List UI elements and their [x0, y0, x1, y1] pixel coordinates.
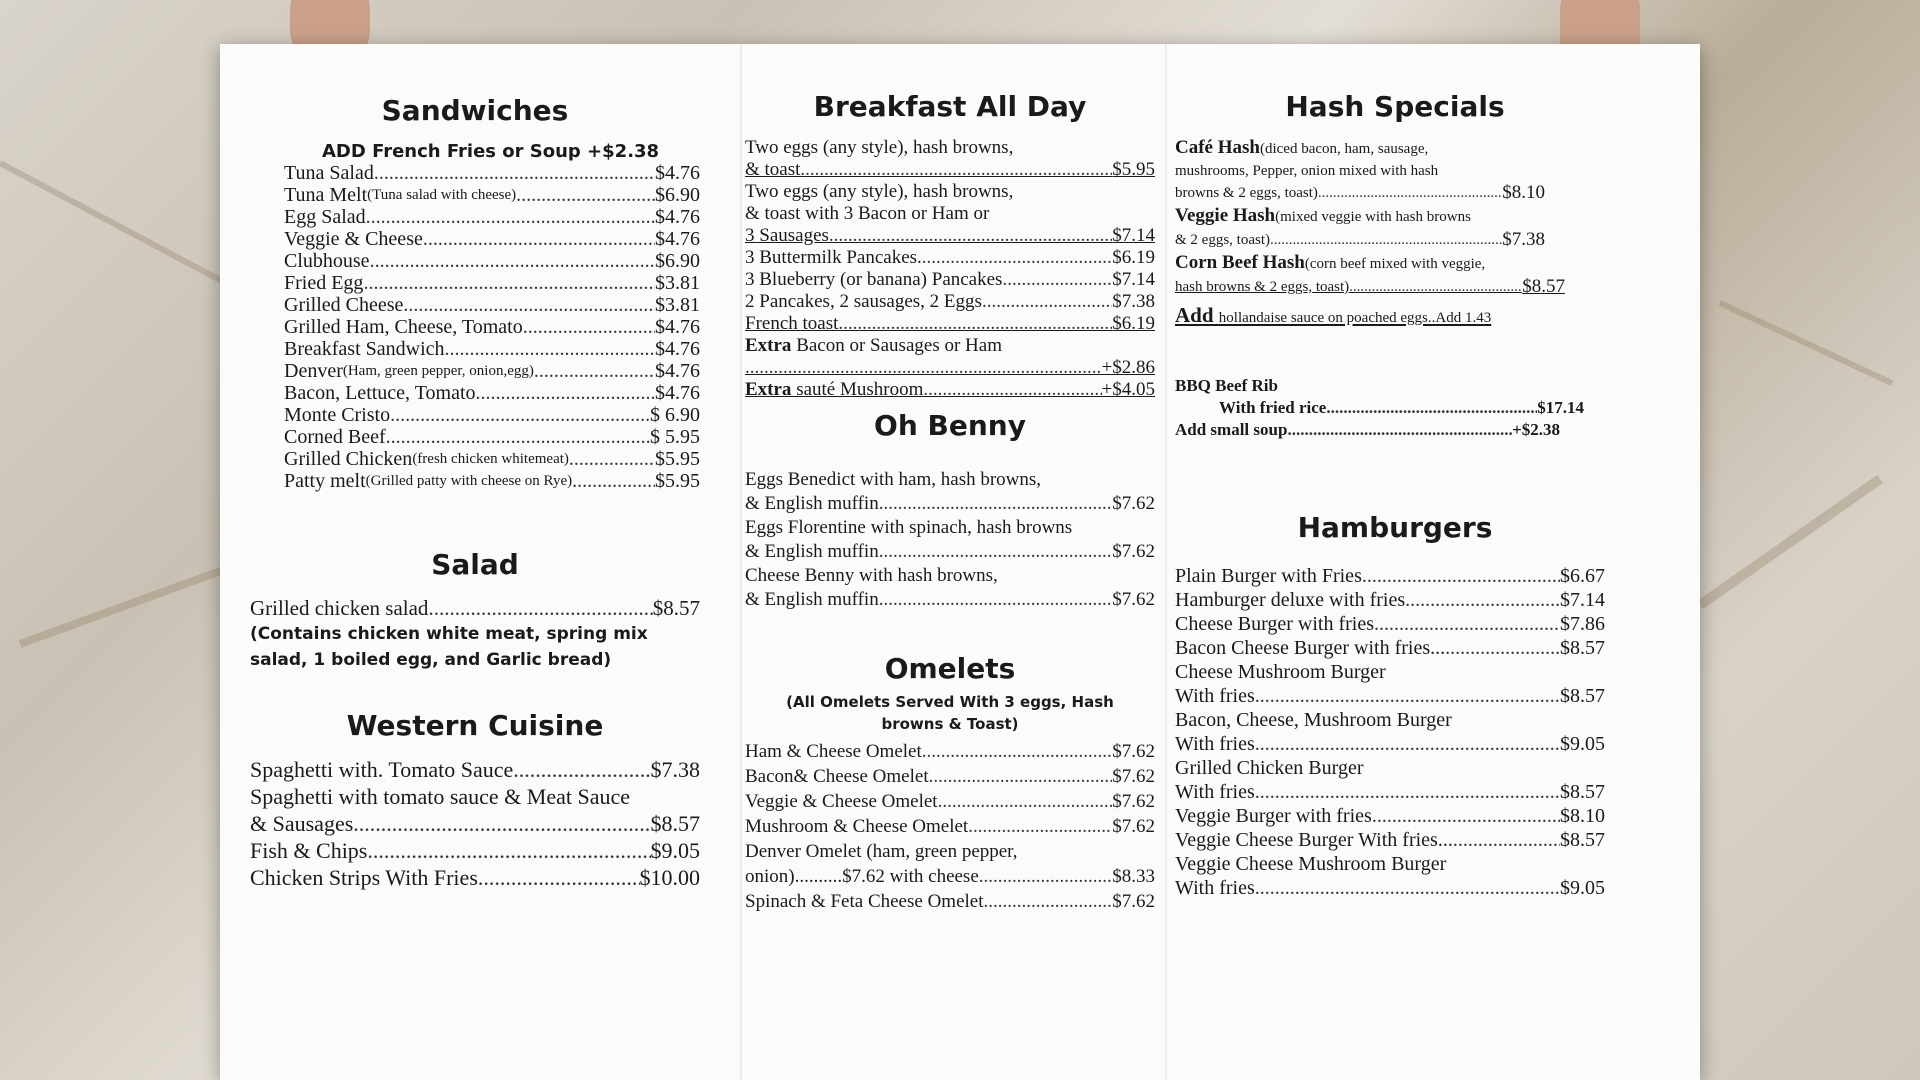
menu-item — [1175, 732, 1605, 756]
veggie-hash-item — [1175, 204, 1615, 229]
item-name: Grilled Chicken — [284, 448, 413, 470]
dot-leader — [879, 492, 1113, 516]
item-price: $9.05 — [1560, 733, 1605, 755]
item-price: $6.19 — [1112, 313, 1155, 334]
item-emphasis: Extra — [745, 379, 792, 400]
column-middle — [745, 64, 1155, 914]
dot-leader — [982, 291, 1112, 313]
item-note: (Ham, green pepper, onion,egg) — [342, 363, 534, 379]
item-name: Bacon Cheese Burger with fries... — [1175, 637, 1446, 659]
item-name: Denver — [284, 360, 343, 382]
dot-leader — [1405, 588, 1560, 612]
western-list — [250, 756, 700, 891]
item-price: $3.81 — [655, 294, 700, 316]
dot-leader — [1318, 182, 1502, 204]
benny-heading: Oh Benny — [874, 409, 1026, 442]
item-name: Extra sauté Mushroom — [745, 379, 924, 400]
item-name: Fish & Chips — [250, 838, 368, 863]
dot-leader — [386, 426, 650, 448]
dot-leader — [922, 247, 1112, 269]
menu-item — [745, 468, 1155, 492]
dot-leader — [1255, 876, 1560, 900]
menu-item — [1175, 804, 1605, 828]
item-price: $8.57 — [1560, 829, 1605, 851]
item-name: Veggie & Cheese Omelet — [745, 791, 938, 812]
dot-leader — [922, 739, 1112, 764]
item-note: (fresh chicken whitemeat) — [412, 451, 569, 467]
item-price: $4.76 — [655, 382, 700, 404]
item-description: (mixed veggie with hash browns — [1275, 209, 1471, 225]
dot-leader — [968, 814, 1112, 839]
item-price: +$2.86 — [1101, 357, 1155, 378]
item-price: $6.67 — [1560, 565, 1605, 587]
dot-leader — [1326, 397, 1537, 419]
corn-beef-hash-price-line — [1175, 276, 1565, 298]
dot-leader — [879, 588, 1113, 612]
hollandaise-add-line — [1175, 302, 1615, 331]
dot-leader — [1287, 419, 1512, 441]
item-price: $5.95 — [655, 470, 700, 492]
item-price: $17.14 — [1537, 398, 1584, 417]
menu-item — [250, 783, 700, 810]
dot-leader — [572, 470, 655, 492]
menu-item — [745, 492, 1155, 516]
item-price: $7.62 — [1112, 493, 1155, 514]
dot-leader — [1362, 564, 1560, 588]
menu-item — [1175, 780, 1605, 804]
item-price: $8.33 — [1112, 866, 1155, 887]
dot-leader — [1255, 684, 1560, 708]
marble-vein — [19, 565, 228, 648]
cafe-hash-desc: mushrooms, Pepper, onion mixed with hash — [1175, 163, 1439, 179]
item-price: $7.38 — [1502, 229, 1545, 250]
item-price: $4.76 — [655, 338, 700, 360]
menu-item — [745, 225, 1155, 247]
dot-leader — [879, 540, 1113, 564]
item-name: Mushroom & Cheese Omelet — [745, 816, 969, 837]
marble-vein — [0, 160, 231, 287]
item-price: $8.57 — [1522, 276, 1565, 297]
item-price: $ 5.95 — [650, 426, 700, 448]
item-price: $7.14 — [1112, 225, 1155, 246]
dot-leader — [366, 206, 655, 228]
menu-item — [250, 864, 700, 891]
item-price: $5.95 — [655, 448, 700, 470]
menu-item — [284, 316, 700, 338]
item-description: & 2 eggs, toast) — [1175, 232, 1270, 248]
menu-item — [745, 739, 1155, 764]
hamburgers-heading: Hamburgers — [1297, 511, 1493, 544]
dot-leader — [1255, 780, 1560, 804]
menu-item — [745, 564, 1155, 588]
menu-item — [745, 291, 1155, 313]
item-name: Denver Omelet (ham, green pepper, — [745, 841, 1018, 862]
menu-item — [745, 588, 1155, 612]
item-name: Grilled chicken salad — [250, 596, 429, 620]
salad-item — [250, 595, 700, 621]
dot-leader — [1445, 636, 1560, 660]
item-name: Extra Bacon or Sausages or Ham — [745, 335, 1002, 356]
dot-leader — [929, 764, 1113, 789]
dot-leader — [745, 357, 1102, 379]
item-name: Tuna Melt — [284, 184, 368, 206]
column-left — [250, 64, 700, 891]
dot-leader — [800, 159, 1112, 181]
item-name: Egg Salad — [284, 206, 366, 228]
item-name: Add small soup — [1175, 420, 1288, 439]
item-name: & English muffin — [745, 589, 879, 610]
item-name: With fries — [1175, 877, 1255, 899]
item-name: Tuna Salad — [284, 162, 374, 184]
item-price: +$2.38 — [1512, 420, 1560, 439]
item-price: $7.62 — [1112, 766, 1155, 787]
menu-item — [284, 250, 700, 272]
menu-item — [745, 379, 1155, 401]
item-note: (Tuna salad with cheese) — [367, 187, 517, 203]
bbq-rib-name: BBQ Beef Rib — [1175, 376, 1278, 395]
item-name: Bacon& Cheese Omelet — [745, 766, 929, 787]
dot-leader — [1453, 828, 1560, 852]
item-price: $4.76 — [655, 228, 700, 250]
item-name: Clubhouse — [284, 250, 370, 272]
item-price: $7.62 — [1112, 741, 1155, 762]
item-price: $4.76 — [655, 206, 700, 228]
menu-item — [250, 756, 700, 783]
item-name: Chicken Strips With Fries — [250, 865, 478, 890]
item-price: $7.62 — [1112, 589, 1155, 610]
menu-item — [1175, 660, 1605, 684]
menu-item — [745, 516, 1155, 540]
menu-item — [745, 247, 1155, 269]
dot-leader — [1255, 732, 1560, 756]
menu-item — [250, 837, 700, 864]
item-name: Fried Egg — [284, 272, 364, 294]
menu-item — [284, 448, 700, 470]
item-price: $4.76 — [655, 316, 700, 338]
dot-leader — [1374, 612, 1560, 636]
item-price: $4.76 — [655, 162, 700, 184]
item-price: $8.57 — [1560, 685, 1605, 707]
dot-leader — [979, 864, 1112, 889]
menu-item — [745, 814, 1155, 839]
item-name: Plain Burger with Fries — [1175, 565, 1362, 587]
item-price: $6.19 — [1112, 247, 1155, 268]
item-name: With fries — [1175, 685, 1255, 707]
item-name: Hamburger deluxe with fries — [1175, 589, 1406, 611]
dot-leader — [523, 316, 655, 338]
menu-item — [284, 228, 700, 250]
item-emphasis: Extra — [745, 335, 792, 356]
hash-heading: Hash Specials — [1285, 90, 1505, 123]
menu-item — [745, 839, 1155, 864]
dot-leader — [838, 313, 1112, 335]
menu-item — [745, 203, 1155, 225]
menu-item — [284, 404, 700, 426]
item-name: Breakfast Sandwich — [284, 338, 445, 360]
item-name: Two eggs (any style), hash browns, — [745, 181, 1014, 202]
dot-leader — [938, 789, 1113, 814]
burger-list — [1175, 564, 1605, 900]
item-name: With fries — [1175, 781, 1255, 803]
item-price: $7.38 — [650, 757, 700, 782]
item-name: Spinach & Feta Cheese Omelet — [745, 891, 984, 912]
salad-description: (Contains chicken white meat, spring mix salad, 1 boiled egg, and Garlic bread) — [250, 624, 648, 670]
item-price: $7.86 — [1560, 613, 1605, 635]
item-name: & toast with 3 Bacon or Ham or — [745, 203, 990, 224]
item-name: French toast — [745, 313, 839, 334]
fold-line — [1165, 44, 1167, 1080]
cafe-hash-price-line — [1175, 182, 1545, 204]
dot-leader — [403, 294, 655, 316]
menu-item — [745, 357, 1155, 379]
small-soup-line — [1175, 419, 1560, 441]
menu-item — [1175, 708, 1605, 732]
item-name: Corn Beef Hash — [1175, 252, 1305, 273]
menu-item — [284, 206, 700, 228]
dot-leader — [363, 272, 655, 294]
item-price: $7.14 — [1560, 589, 1605, 611]
dot-leader — [513, 756, 650, 783]
menu-item — [1175, 876, 1605, 900]
item-description: hash browns & 2 eggs, toast) — [1175, 279, 1350, 295]
menu-item — [745, 313, 1155, 335]
menu-item — [745, 789, 1155, 814]
item-price: $7.62 — [1112, 816, 1155, 837]
sandwich-list — [250, 162, 700, 492]
dot-leader — [353, 810, 650, 837]
omelets-note: (All Omelets Served With 3 eggs, Hash browns & Toast) — [786, 693, 1114, 733]
dot-leader — [478, 864, 640, 891]
item-name: Café Hash — [1175, 137, 1260, 158]
item-name: Veggie Cheese Mushroom Burger — [1175, 853, 1447, 875]
item-price: $8.57 — [650, 811, 700, 836]
item-name: Ham & Cheese Omelet — [745, 741, 922, 762]
dot-leader — [374, 162, 655, 184]
column-right — [1175, 64, 1615, 900]
item-price: $3.81 — [655, 272, 700, 294]
menu-item — [745, 764, 1155, 789]
menu-paper — [220, 44, 1700, 1080]
item-description: (corn beef mixed with veggie, — [1304, 256, 1486, 272]
dot-leader — [984, 889, 1113, 914]
menu-item — [745, 864, 1155, 889]
menu-item — [745, 181, 1155, 203]
item-price: $5.95 — [1112, 159, 1155, 180]
item-name: & English muffin — [745, 541, 879, 562]
menu-item — [284, 382, 700, 404]
dot-leader — [1372, 804, 1560, 828]
item-name: & Sausages — [250, 811, 354, 836]
item-name: Bacon, Cheese, Mushroom Burger — [1175, 709, 1452, 731]
add-word: Add — [1175, 303, 1214, 327]
item-name: 3 Buttermilk Pancakes. — [745, 247, 922, 268]
item-description: browns & 2 eggs, toast) — [1175, 185, 1318, 201]
menu-item — [745, 889, 1155, 914]
item-name: Cheese Benny with hash browns, — [745, 565, 998, 586]
item-name: 3 Blueberry (or banana) Pancakes — [745, 269, 1003, 290]
dot-leader — [923, 379, 1101, 401]
dot-leader — [390, 404, 650, 426]
item-price: $8.10 — [1560, 805, 1605, 827]
item-name: Monte Cristo — [284, 404, 391, 426]
item-name: Veggie Hash — [1175, 205, 1276, 226]
item-name: Cheese Burger with fries — [1175, 613, 1375, 635]
marble-vein — [1719, 300, 1894, 386]
item-name: Corned Beef — [284, 426, 386, 448]
marble-vein — [1697, 475, 1883, 609]
breakfast-list — [745, 137, 1155, 401]
item-name: Cheese Mushroom Burger — [1175, 661, 1386, 683]
item-name: Grilled Ham, Cheese, Tomato — [284, 316, 523, 338]
menu-item — [284, 272, 700, 294]
menu-item — [284, 184, 700, 206]
dot-leader — [423, 228, 655, 250]
item-name: With fried rice — [1219, 398, 1327, 417]
dot-leader — [476, 382, 655, 404]
item-name: Patty melt — [284, 470, 366, 492]
add-text: hollandaise sauce on poached eggs..Add 1.43 — [1218, 310, 1492, 326]
item-name: Grilled Chicken Burger — [1175, 757, 1364, 779]
menu-item — [1175, 828, 1605, 852]
menu-item — [745, 269, 1155, 291]
item-price: $4.76 — [655, 360, 700, 382]
omelet-list — [745, 739, 1155, 914]
item-price: +$4.05 — [1101, 379, 1155, 400]
item-price: $9.05 — [650, 838, 700, 863]
menu-item — [1175, 852, 1605, 876]
dot-leader — [1002, 269, 1112, 291]
item-name: With fries — [1175, 733, 1255, 755]
dot-leader — [829, 225, 1112, 247]
salad-heading: Salad — [431, 548, 519, 581]
veggie-hash-price-line — [1175, 229, 1545, 251]
item-name: Veggie & Cheese — [284, 228, 423, 250]
item-price: $6.90 — [655, 250, 700, 272]
dot-leader — [370, 250, 655, 272]
item-name: Spaghetti with tomato sauce & Meat Sauce — [250, 784, 631, 809]
menu-item — [1175, 564, 1605, 588]
menu-item — [745, 137, 1155, 159]
item-price: $7.38 — [1112, 291, 1155, 312]
item-price: $8.57 — [652, 596, 700, 620]
breakfast-heading: Breakfast All Day — [813, 90, 1087, 123]
item-name: Eggs Benedict with ham, hash browns, — [745, 469, 1042, 490]
menu-item — [745, 159, 1155, 181]
menu-item — [284, 360, 700, 382]
menu-item — [1175, 756, 1605, 780]
item-name: Eggs Florentine with spinach, hash browns — [745, 517, 1073, 538]
menu-item — [1175, 636, 1605, 660]
item-price: $8.57 — [1560, 637, 1605, 659]
menu-item — [1175, 612, 1605, 636]
dot-leader — [1270, 229, 1502, 251]
item-name: & toast — [745, 159, 801, 180]
item-name: Veggie Burger with fries — [1175, 805, 1372, 827]
dot-leader — [428, 595, 652, 621]
menu-item — [745, 540, 1155, 564]
menu-item — [284, 338, 700, 360]
item-name: 3 Sausages — [745, 225, 829, 246]
benny-list — [745, 468, 1155, 612]
item-name: Spaghetti with. Tomato Sauce — [250, 757, 514, 782]
item-price: $7.62 — [1112, 541, 1155, 562]
item-description: (diced bacon, ham, sausage, — [1259, 141, 1429, 157]
item-name: Grilled Cheese — [284, 294, 404, 316]
menu-item — [250, 810, 700, 837]
item-price: $ 6.90 — [650, 404, 700, 426]
item-price: $8.57 — [1560, 781, 1605, 803]
dot-leader — [569, 448, 655, 470]
menu-item — [1175, 588, 1605, 612]
cafe-hash-item — [1175, 137, 1615, 160]
menu-item — [284, 470, 700, 492]
item-name: Two eggs (any style), hash browns, — [745, 137, 1014, 158]
item-price: $10.00 — [639, 865, 700, 890]
sandwiches-add-note: ADD French Fries or Soup +$2.38 — [322, 141, 660, 162]
item-price: $7.14 — [1112, 269, 1155, 290]
fold-line — [740, 44, 742, 1080]
item-price: $7.62 — [1112, 891, 1155, 912]
dot-leader — [516, 184, 655, 206]
item-price: $9.05 — [1560, 877, 1605, 899]
item-name: 2 Pancakes, 2 sausages, 2 Eggs — [745, 291, 982, 312]
item-price: $7.62 — [1112, 791, 1155, 812]
item-name: onion)..........$7.62 with cheese — [745, 866, 979, 887]
menu-item — [284, 162, 700, 184]
item-price: $8.10 — [1502, 182, 1545, 203]
menu-item — [1175, 684, 1605, 708]
dot-leader — [367, 837, 650, 864]
sandwiches-heading: Sandwiches — [381, 94, 569, 127]
bbq-rib-price-line — [1175, 397, 1584, 419]
dot-leader — [534, 360, 655, 382]
item-name: Bacon, Lettuce, Tomato — [284, 382, 476, 404]
menu-item — [284, 294, 700, 316]
item-name: & English muffin — [745, 493, 879, 514]
corn-beef-hash-item — [1175, 251, 1615, 276]
western-heading: Western Cuisine — [346, 709, 604, 742]
item-name: Veggie Cheese Burger With fries... — [1175, 829, 1453, 851]
item-price: $6.90 — [655, 184, 700, 206]
omelets-heading: Omelets — [884, 652, 1016, 685]
dot-leader — [445, 338, 655, 360]
item-note: (Grilled patty with cheese on Rye) — [365, 473, 573, 489]
menu-item — [284, 426, 700, 448]
dot-leader — [1349, 276, 1522, 298]
menu-item — [745, 335, 1155, 357]
